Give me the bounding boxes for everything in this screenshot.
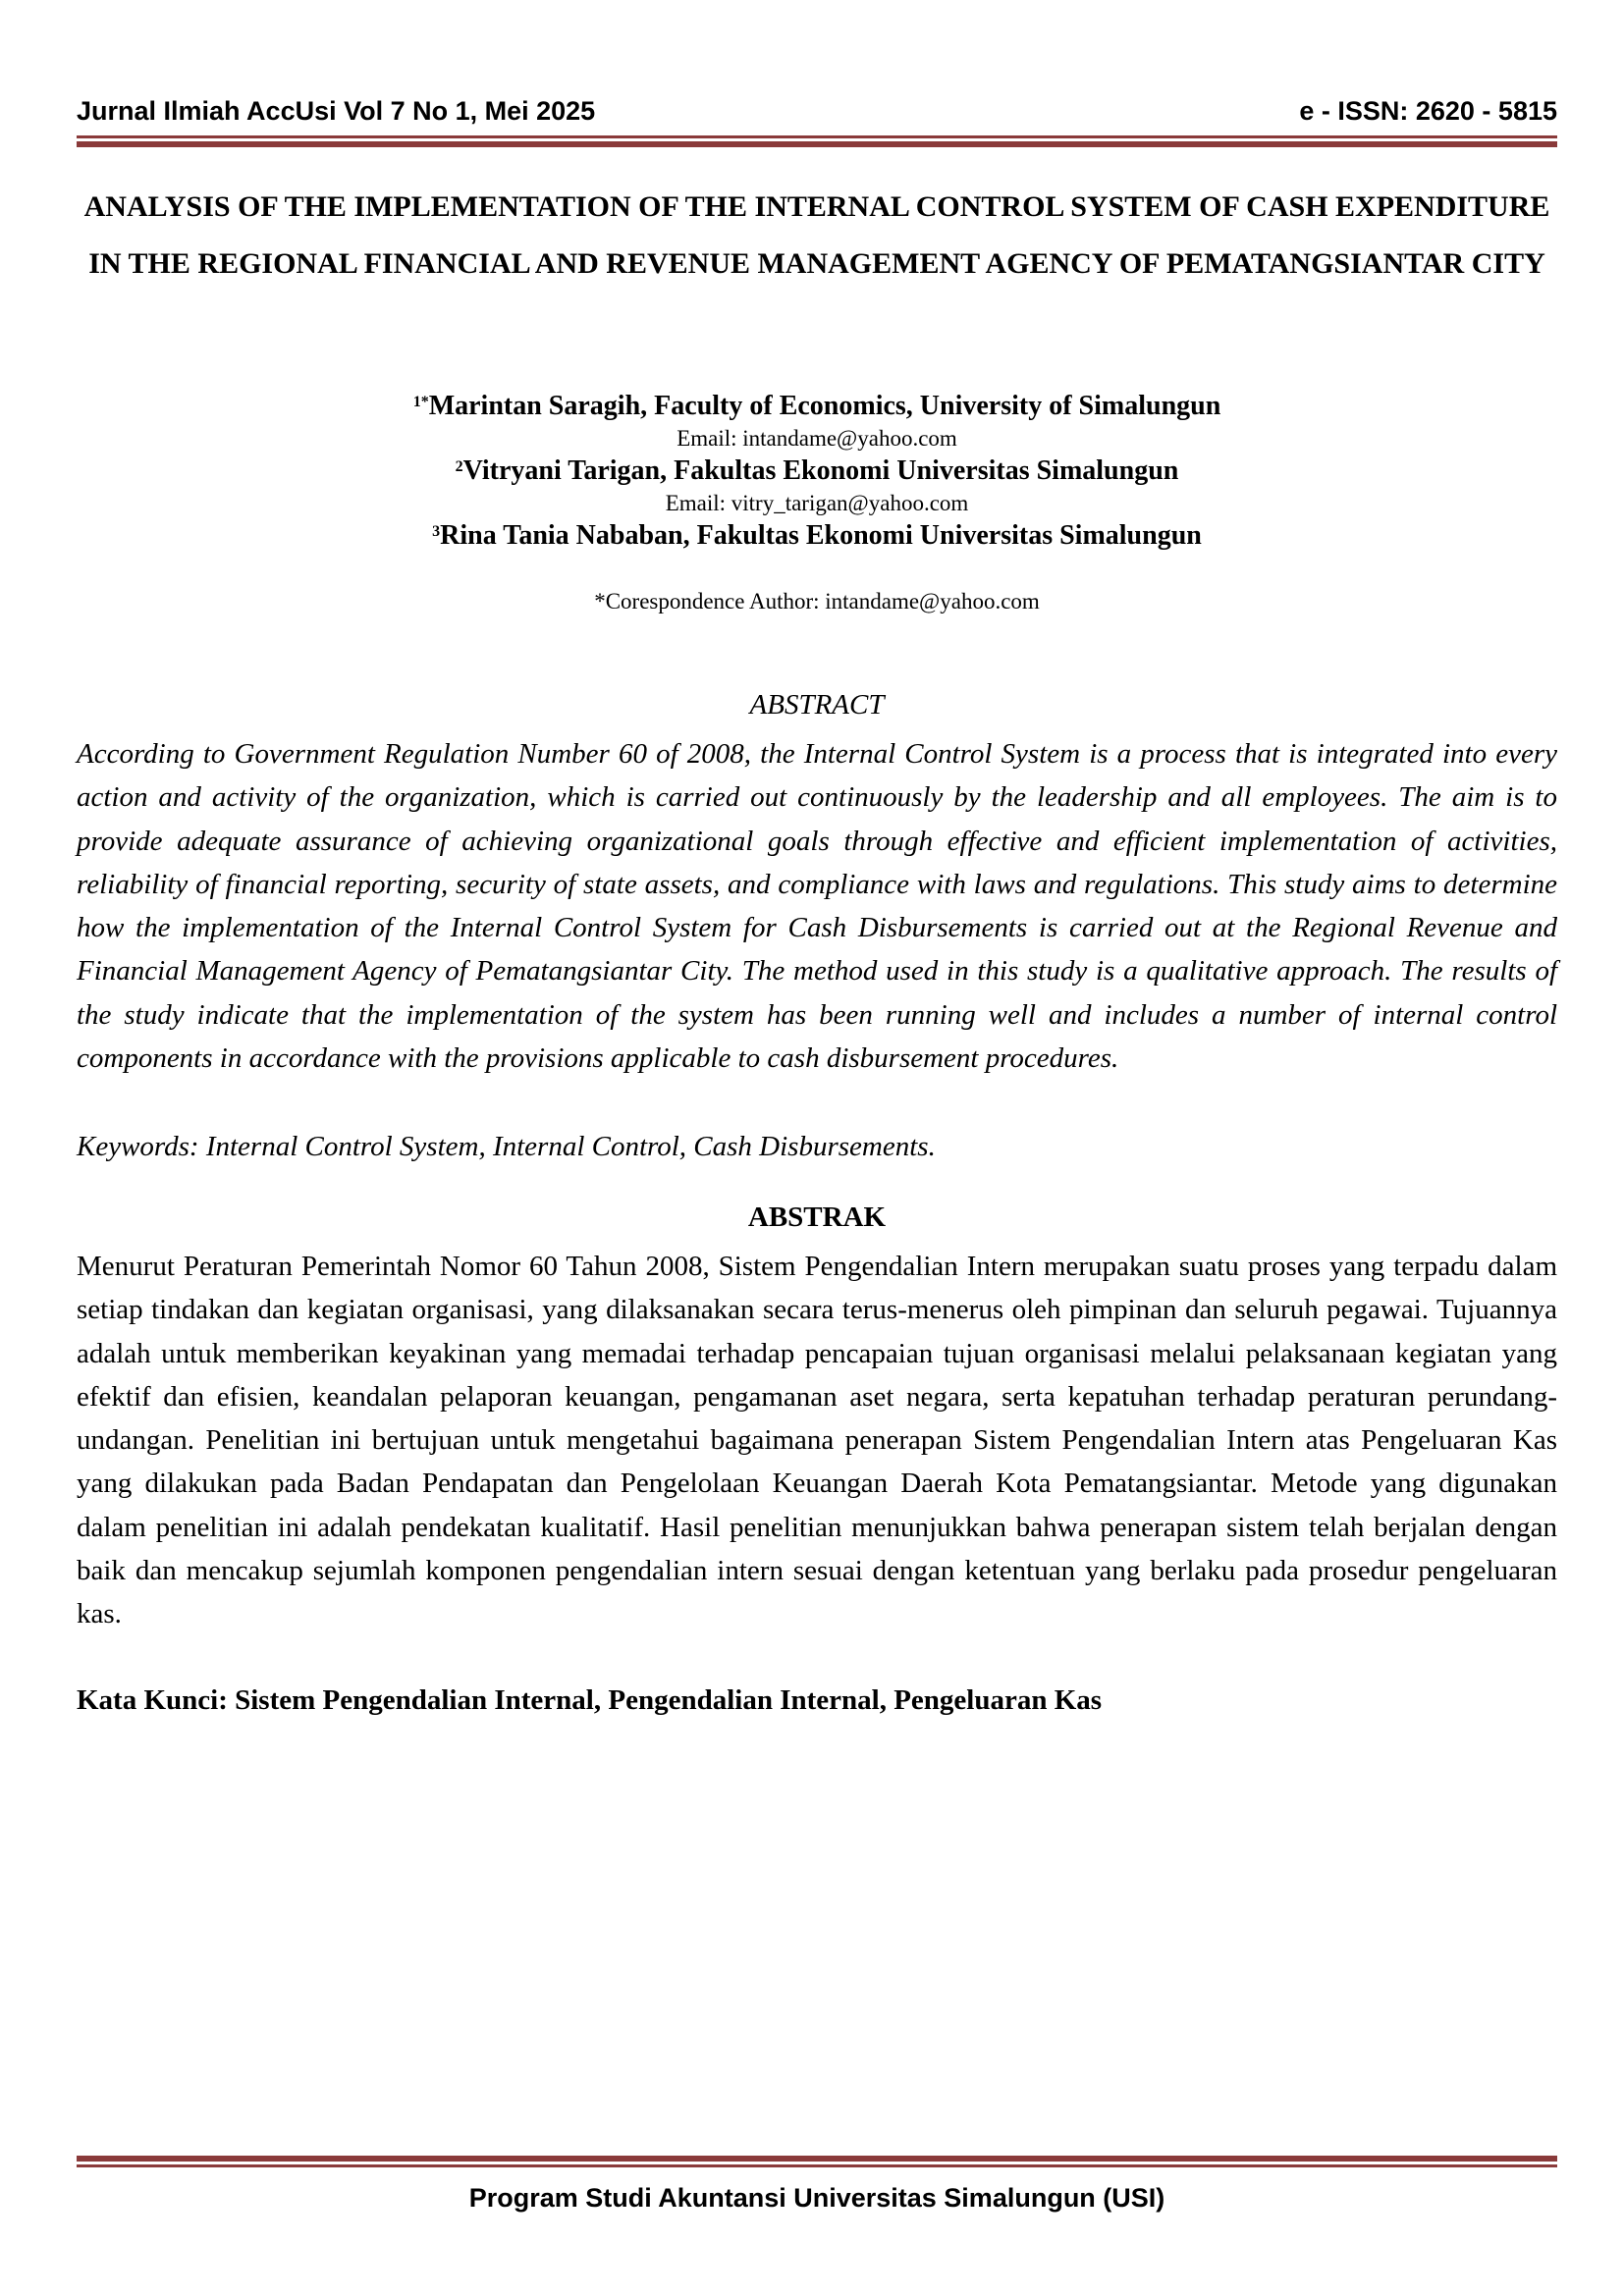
author-1-sup: 1*: [412, 394, 429, 410]
author-1-email: Email: intandame@yahoo.com: [677, 426, 957, 451]
author-2: [77, 454, 1557, 489]
abstract-keywords: Keywords: Internal Control System, Internal Control, Cash Disbursements.: [77, 1131, 936, 1162]
author-1-name: Marintan Saragih, Faculty of Economics, University of Simalungun: [428, 391, 1221, 421]
author-2-name: Vitryani Tarigan, Fakultas Ekonomi Universitas Simalungun: [462, 455, 1179, 486]
footer-rule: [77, 2156, 1557, 2167]
author-1: [77, 389, 1557, 424]
abstrak-keywords: Kata Kunci: Sistem Pengendalian Internal, Pengendalian Internal, Pengeluaran Kas: [77, 1684, 1103, 1716]
correspondence-note: *Corespondence Author: intandame@yahoo.com: [594, 589, 1040, 614]
header-rule: [77, 135, 1557, 147]
running-footer: Program Studi Akuntansi Universitas Simalungun (USI): [468, 2183, 1165, 2213]
author-3: [77, 518, 1557, 554]
author-2-sup: 2: [455, 458, 463, 475]
author-2-email: Email: vitry_tarigan@yahoo.com: [665, 491, 969, 515]
abstract-heading: ABSTRACT: [749, 689, 885, 721]
author-3-name: Rina Tania Nababan, Fakultas Ekonomi Universitas Simalungun: [440, 520, 1202, 551]
issn: e - ISSN: 2620 - 5815: [1299, 96, 1557, 126]
running-header: [77, 96, 1557, 127]
abstrak-heading: ABSTRAK: [747, 1201, 887, 1233]
journal-name: Jurnal Ilmiah AccUsi Vol 7 No 1, Mei 2025: [77, 96, 596, 126]
abstract-body: According to Government Regulation Number 60 of 2008, the Internal Control System is a process that is integrated into every action and activity of the organization, which is carried out continuously by the leadership and all employees. The aim is to provide adequate assurance of achieving organizational goals through effective and efficient implementation of activities, reliability of financial reporting, security of state assets, and compliance with laws and regulations. This study aims to determine how the implementation of the Internal Control System for Cash Disbursements is carried out at the Regional Revenue and Financial Management Agency of Pematangsiantar City. The method used in this study is a qualitative approach. The results of the study indicate that the implementation of the system has been running well and includes a number of internal control components in accordance with the provisions applicable to cash disbursement procedures.: [77, 738, 1557, 1075]
abstrak-body: Menurut Peraturan Pemerintah Nomor 60 Tahun 2008, Sistem Pengendalian Intern merupakan suatu proses yang terpadu dalam setiap tindakan dan kegiatan organisasi, yang dilaksanakan secara terus-menerus oleh pimpinan dan seluruh pegawai. Tujuannya adalah untuk memberikan keyakinan yang memadai terhadap pencapaian tujuan organisasi melalui pelaksanaan kegiatan yang efektif dan efisien, keandalan pelaporan keuangan, pengamanan aset negara, serta kepatuhan terhadap peraturan perundang-undangan. Penelitian ini bertujuan untuk mengetahui bagaimana penerapan Sistem Pengendalian Intern atas Pengeluaran Kas yang dilakukan pada Badan Pendapatan dan Pengelolaan Keuangan Daerah Kota Pematangsiantar. Metode yang digunakan dalam penelitian ini adalah pendekatan kualitatif. Hasil penelitian menunjukkan bahwa penerapan sistem telah berjalan dengan baik dan mencakup sejumlah komponen pengendalian intern sesuai dengan ketentuan yang berlaku pada prosedur pengeluaran kas.: [77, 1251, 1557, 1630]
author-3-sup: 3: [432, 523, 441, 540]
paper-title: ANALYSIS OF THE IMPLEMENTATION OF THE INTERNAL CONTROL SYSTEM OF CASH EXPENDITURE IN THE REGIONAL FINANCIAL AND REVENUE MANAGEMENT AGENCY OF PEMATANGSIANTAR CITY: [83, 190, 1550, 280]
author-block: [77, 389, 1557, 554]
